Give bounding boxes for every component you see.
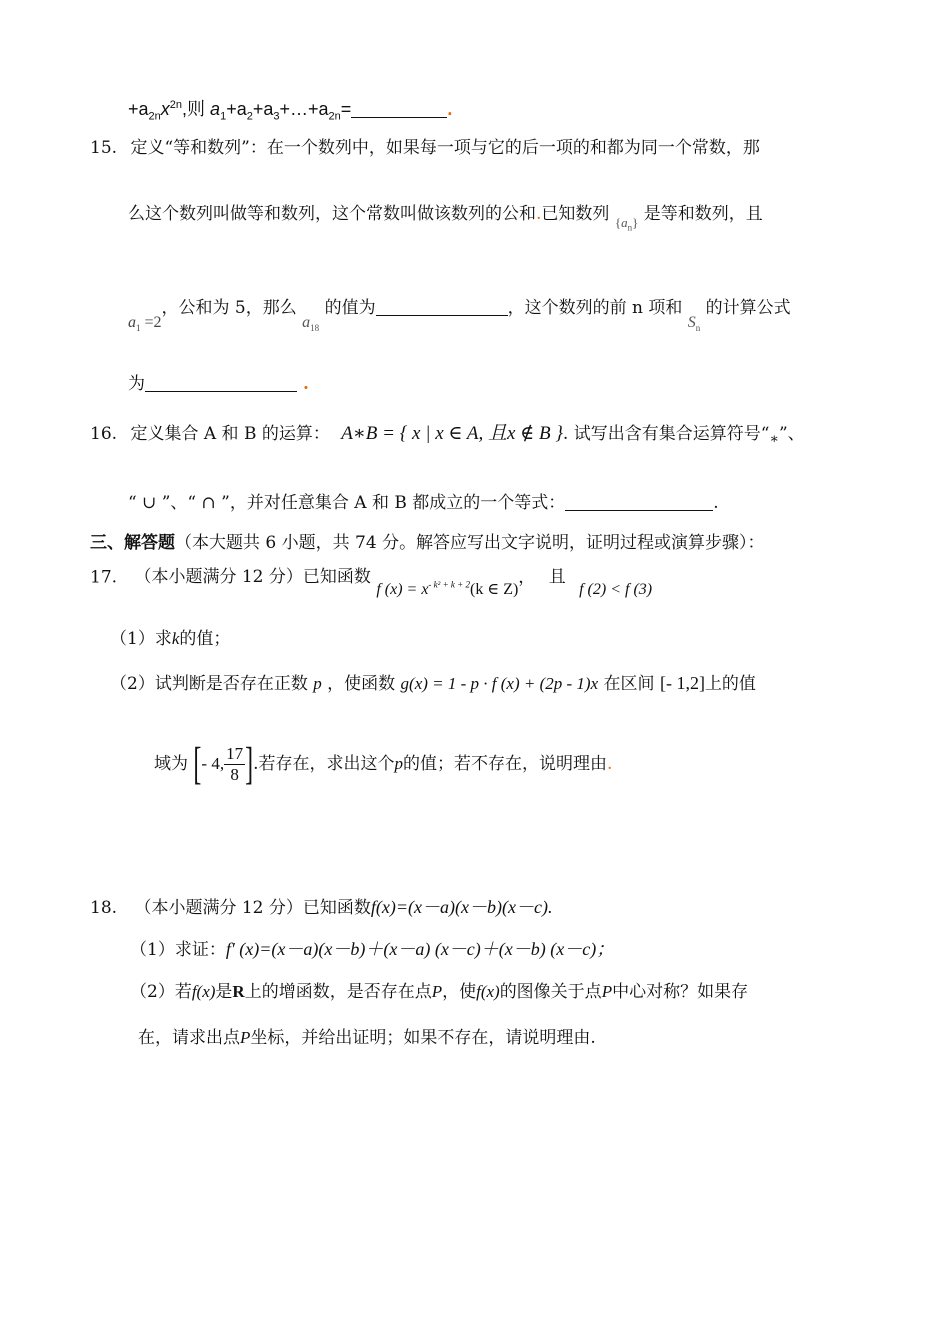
q17-part1 xyxy=(110,628,230,650)
q16-text: “ ∪ ”、“ ∩ ”，并对任意集合 A 和 B 都成立的一个等式： xyxy=(128,493,566,513)
q18-text: 上的增函数，是否存在点 xyxy=(244,982,432,1002)
q17-part2-cont xyxy=(154,740,612,792)
q17-text: 域为 xyxy=(154,754,188,774)
var-k: k xyxy=(171,629,180,648)
subscript: 2n xyxy=(148,110,161,123)
q18-text: ，使 xyxy=(442,982,477,1002)
section-title: 三、解答题 xyxy=(90,533,175,553)
q15-text: ，这个数列的前 n 项和 xyxy=(507,298,683,318)
star-symbol: ∗ xyxy=(769,431,779,447)
answer-blank[interactable] xyxy=(376,299,508,316)
q18-text: 是 xyxy=(215,982,233,1002)
q18-part2 xyxy=(130,981,748,1003)
set-expression: A∗B = { x | x ∈ A, 且x ∉ B } xyxy=(341,423,563,444)
a18 xyxy=(302,314,320,334)
bracket-left: [ xyxy=(193,739,202,790)
period: . xyxy=(303,374,309,394)
q16-line1 xyxy=(90,423,805,446)
a1-equals-2 xyxy=(128,314,162,334)
q18-part2-cont xyxy=(138,1027,596,1049)
term: +a xyxy=(226,99,247,119)
exponent: - k² + k + 2 xyxy=(428,580,471,590)
subscript: n xyxy=(627,222,633,233)
q17-text: 且 xyxy=(548,567,566,588)
text-then: ,则 xyxy=(182,99,211,119)
term: +…+a xyxy=(279,99,329,119)
q15-text: ，公和为 5，那么 xyxy=(161,298,297,318)
fraction xyxy=(224,744,245,785)
var-p: p xyxy=(394,754,403,773)
section-description: （本大题共 6 小题，共 74 分。解答应写出文字说明，证明过程或演算步骤）： xyxy=(175,533,765,553)
seq-an: {an} xyxy=(614,215,639,233)
var-a: a xyxy=(302,314,311,331)
q18-text: 中心对称？如果存 xyxy=(612,982,749,1002)
real-set: R xyxy=(232,982,245,1001)
period: . xyxy=(713,493,719,513)
q15-line4 xyxy=(128,373,309,395)
var-a: a xyxy=(621,215,628,230)
equals: = xyxy=(340,99,352,119)
fx: f(x) xyxy=(191,982,216,1001)
term: +a xyxy=(252,99,274,119)
q17-text: 的值；若不存在，说明理由 xyxy=(402,754,607,774)
section-header xyxy=(90,532,765,554)
period: . xyxy=(447,99,453,119)
part-label: （1）求 xyxy=(110,629,172,649)
part-label: （1）求证： xyxy=(130,940,226,960)
var-a: a xyxy=(210,99,221,119)
q15-line2 xyxy=(128,203,763,231)
q16-text: . 试写出含有集合运算符号“ xyxy=(562,424,770,444)
func-base: f (x) = x xyxy=(376,581,429,599)
q15-text: 的计算公式 xyxy=(705,298,791,318)
answer-blank[interactable] xyxy=(145,375,297,392)
part-label: （2）试判断是否存在正数 xyxy=(110,674,308,694)
var-p: p xyxy=(313,674,322,693)
q15-text: 定义“等和数列”：在一个数列中，如果每一项与它的后一项的和都为同一个常数，那 xyxy=(130,138,760,158)
point-p: P xyxy=(431,982,443,1001)
numerator: 17 xyxy=(226,744,244,763)
q17-intro: （本小题满分 12 分）已知函数 xyxy=(134,567,371,588)
q15-text: 是等和数列，且 xyxy=(643,204,763,224)
q17-line1 xyxy=(90,562,653,599)
q14-continuation xyxy=(128,94,452,128)
superscript: 2n xyxy=(169,99,183,111)
subscript: 3 xyxy=(273,110,280,123)
q15-line3 xyxy=(128,297,791,334)
q17-text: ，使函数 xyxy=(327,674,396,694)
range-left: - 4, xyxy=(201,754,225,773)
term-prefix: +a xyxy=(128,99,149,119)
q17-part2 xyxy=(110,672,756,695)
point-p: P xyxy=(240,1028,251,1047)
q17-text: .若存在，求出这个 xyxy=(253,754,395,774)
point-p: P xyxy=(601,982,613,1001)
fx: f(x) xyxy=(476,982,500,1001)
period: . xyxy=(536,204,542,224)
var-s: S xyxy=(687,314,696,331)
subscript: 18 xyxy=(310,323,320,334)
question-number: 16. xyxy=(90,424,118,444)
q17-text: 的值； xyxy=(179,629,231,649)
var-x: x xyxy=(160,99,170,119)
answer-blank[interactable] xyxy=(351,101,447,118)
bracket-right: ] xyxy=(245,739,254,790)
period: . xyxy=(606,754,613,774)
q15-text: 么这个数列叫做等和数列，这个常数叫做该数列的公和 xyxy=(128,204,536,224)
function-g: g(x) = 1 - p · f (x) + (2p - 1)x xyxy=(400,674,599,693)
q18-line1 xyxy=(90,896,552,919)
denominator: 8 xyxy=(230,765,239,784)
question-number: 15. xyxy=(90,138,118,158)
subscript: 2n xyxy=(328,110,341,123)
q15-text: 的值为 xyxy=(324,298,376,318)
q16-text: ”、 xyxy=(778,424,805,444)
inequality: f (2) < f (3) xyxy=(579,581,653,599)
function-f xyxy=(376,581,518,598)
q15-text: 为 xyxy=(128,374,145,394)
value: =2 xyxy=(140,314,162,331)
q18-intro: （本小题满分 12 分）已知函数 xyxy=(134,898,371,918)
subscript: 2 xyxy=(246,110,253,123)
question-number: 17. xyxy=(90,567,118,588)
derivative-expression: f′ (x)=(x－a)(x－b)＋(x－a) (x－c)＋(x－b) (x－c)； xyxy=(225,939,615,959)
q17-text: 在区间 xyxy=(603,674,655,694)
interval: [- 1,2] xyxy=(659,673,705,693)
part-label: （2）若 xyxy=(130,982,192,1002)
q15-text: 已知数列 xyxy=(541,204,610,224)
q16-text: 定义集合 A 和 B 的运算： xyxy=(130,424,330,444)
question-number: 18. xyxy=(90,898,118,918)
q18-text: 在，请求出点 xyxy=(138,1028,240,1048)
condition: (k ∈ Z) xyxy=(470,581,519,599)
subscript: 1 xyxy=(220,110,227,123)
q18-text: 坐标，并给出证明；如果不存在，请说明理由. xyxy=(250,1028,596,1048)
comma: ， xyxy=(518,567,536,588)
q15-line1 xyxy=(90,137,760,159)
q18-text: 的图像关于点 xyxy=(499,982,602,1002)
subscript: 1 xyxy=(136,323,141,334)
q17-text: 上的值 xyxy=(704,674,756,694)
function-f: f(x)=(x－a)(x－b)(x－c). xyxy=(370,897,553,917)
q18-part1 xyxy=(130,938,614,961)
q16-line2 xyxy=(128,492,719,514)
answer-blank[interactable] xyxy=(565,494,713,511)
var-a: a xyxy=(128,314,136,331)
subscript: n xyxy=(695,323,701,334)
sn xyxy=(687,314,701,334)
